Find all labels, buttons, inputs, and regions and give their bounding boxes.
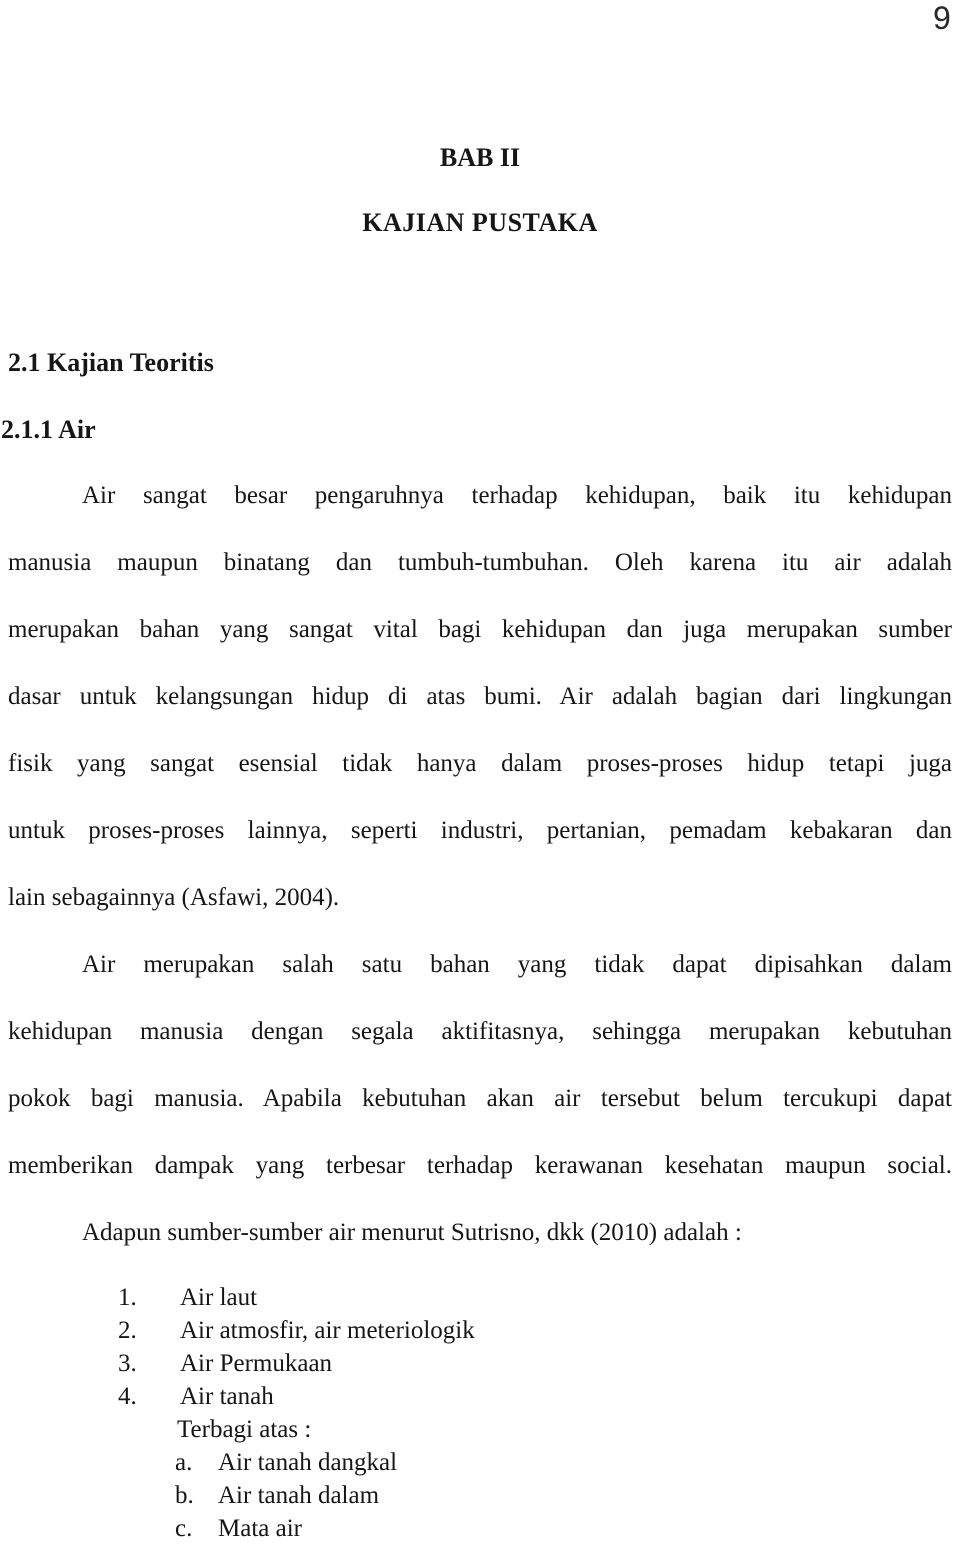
list-item-label: Air laut	[180, 1284, 258, 1311]
sub-list-heading: Terbagi atas :	[177, 1416, 312, 1443]
list-item-label: Air atmosfir, air meteriologik	[180, 1317, 475, 1344]
text-line: kehidupan manusia dengan segala aktifitasnya, sehingga merupakan kebutuhan	[8, 1018, 952, 1045]
text-line: Air merupakan salah satu bahan yang tidak dapat dipisahkan dalam	[82, 951, 952, 978]
text-line: untuk proses-proses lainnya, seperti industri, pertanian, pemadam kebakaran dan	[8, 817, 952, 844]
water-sources-list	[0, 1281, 952, 1545]
text-line: memberikan dampak yang terbesar terhadap kerawanan kesehatan maupun social.	[8, 1152, 952, 1179]
list-item	[0, 1347, 952, 1380]
text-line: lain sebagainnya (Asfawi, 2004).	[8, 884, 340, 911]
list-item-label: Air Permukaan	[180, 1350, 333, 1377]
sources-intro-line: Adapun sumber-sumber air menurut Sutrisno, dkk (2010) adalah :	[82, 1219, 742, 1246]
section-heading-kajian-teoritis: 2.1 Kajian Teoritis	[8, 348, 214, 377]
list-item-label: Air tanah dalam	[218, 1482, 380, 1509]
list-marker: 4.	[118, 1383, 137, 1410]
text-line: manusia maupun binatang dan tumbuh-tumbuhan. Oleh karena itu air adalah	[8, 549, 952, 576]
list-marker: 1.	[118, 1284, 137, 1311]
list-item-label: Mata air	[218, 1515, 302, 1542]
paragraph-air-intro	[8, 462, 952, 931]
chapter-title: BAB II	[439, 143, 521, 172]
chapter-subtitle: KAJIAN PUSTAKA	[362, 208, 598, 237]
page-number: 9	[933, 0, 951, 36]
list-marker: 3.	[118, 1350, 137, 1377]
list-item-label: Air tanah dangkal	[218, 1449, 398, 1476]
text-line: pokok bagi manusia. Apabila kebutuhan akan air tersebut belum tercukupi dapat	[8, 1085, 952, 1112]
text-line: Air sangat besar pengaruhnya terhadap kehidupan, baik itu kehidupan	[82, 482, 952, 509]
list-item-label: Air tanah	[180, 1383, 274, 1410]
list-marker: b.	[175, 1482, 194, 1509]
paragraph-air-importance	[8, 931, 952, 1199]
sub-list-item	[0, 1512, 952, 1545]
list-item	[0, 1314, 952, 1347]
list-marker: 2.	[118, 1317, 137, 1344]
list-marker: a.	[175, 1449, 193, 1476]
section-heading-air: 2.1.1 Air	[1, 415, 96, 444]
text-line: dasar untuk kelangsungan hidup di atas bumi. Air adalah bagian dari lingkungan	[8, 683, 952, 710]
sources-intro	[8, 1199, 952, 1266]
text-line: fisik yang sangat esensial tidak hanya dalam proses-proses hidup tetapi juga	[8, 750, 952, 777]
text-line: merupakan bahan yang sangat vital bagi kehidupan dan juga merupakan sumber	[8, 616, 952, 643]
list-item	[0, 1380, 952, 1413]
list-marker: c.	[175, 1515, 193, 1542]
sub-list-item	[0, 1446, 952, 1479]
list-item	[0, 1281, 952, 1314]
sub-list-item	[0, 1479, 952, 1512]
